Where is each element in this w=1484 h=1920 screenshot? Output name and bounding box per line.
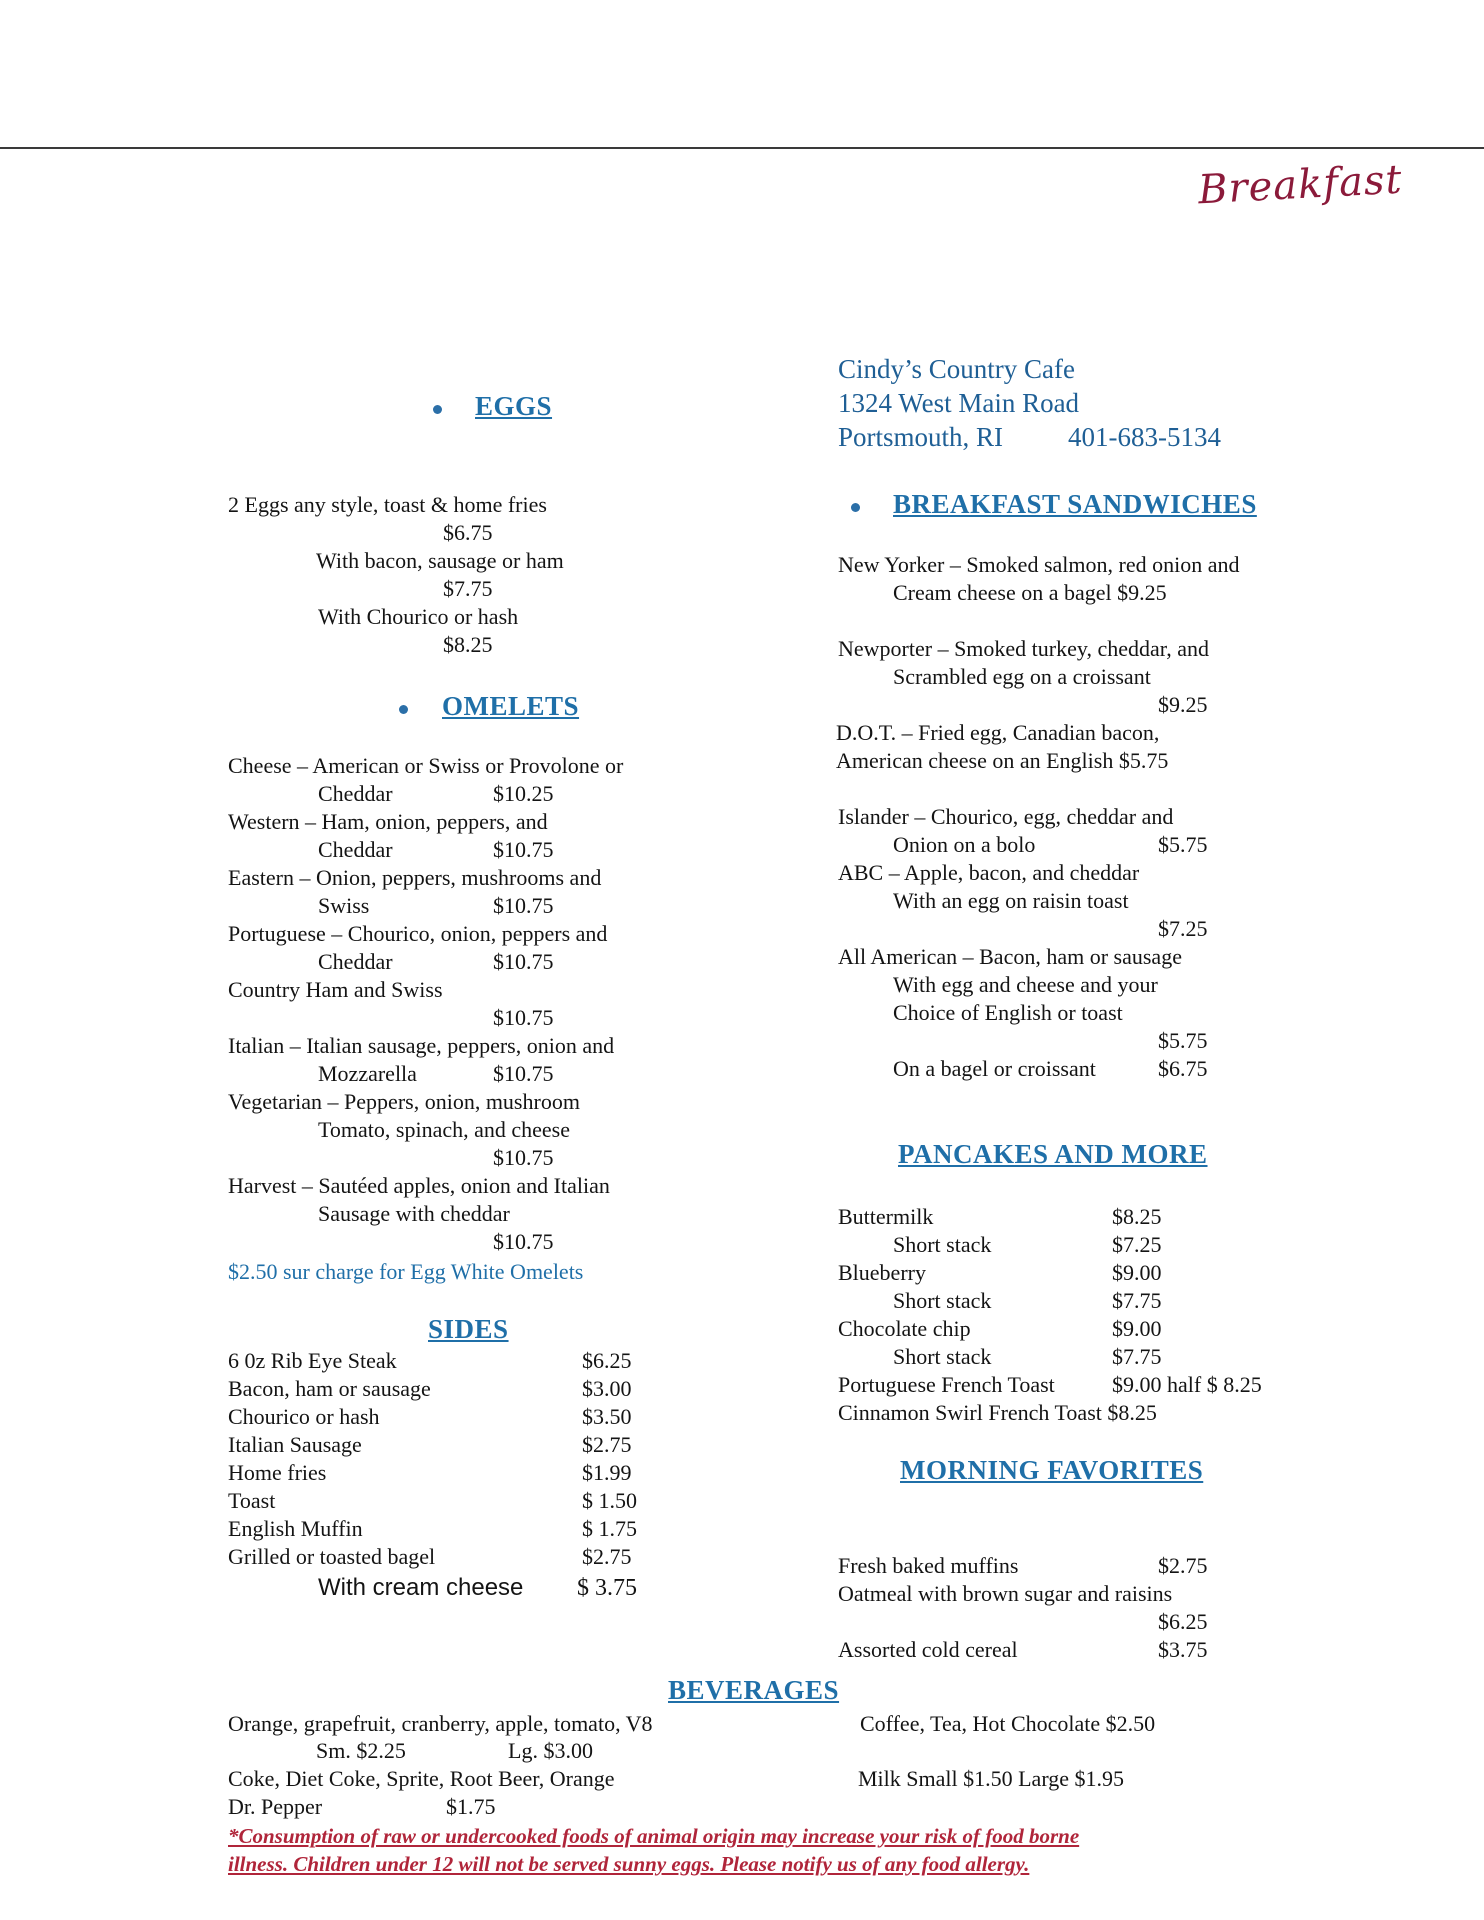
omelet-price: $10.75	[493, 1229, 554, 1254]
side-item-name: With cream cheese	[318, 1574, 524, 1601]
side-item-price: $ 1.75	[582, 1516, 637, 1541]
pancake-item-price: $8.25	[1112, 1204, 1162, 1229]
beverage-line: Dr. Pepper	[228, 1794, 323, 1819]
sandwich-price: $5.75	[1158, 1028, 1208, 1053]
omelet-line: Eastern – Onion, peppers, mushrooms and	[228, 865, 602, 890]
eggs-line: With Chourico or hash	[318, 604, 519, 629]
omelet-line: Country Ham and Swiss	[228, 977, 443, 1002]
side-item-price: $3.50	[582, 1404, 632, 1429]
side-item-name: 6 0z Rib Eye Steak	[228, 1348, 397, 1373]
egg-white-surcharge-note: $2.50 sur charge for Egg White Omelets	[228, 1259, 584, 1284]
omelet-line: Cheese – American or Swiss or Provolone or	[228, 753, 624, 778]
sandwich-line: With an egg on raisin toast	[893, 888, 1129, 913]
pancake-item-price: $7.25	[1112, 1232, 1162, 1257]
beverage-size-price: Sm. $2.25	[316, 1738, 406, 1763]
pancake-item-price: $7.75	[1112, 1344, 1162, 1369]
eggs-price: $8.25	[443, 632, 493, 657]
cafe-name: Cindy’s Country Cafe	[838, 354, 1075, 384]
omelet-line: Sausage with cheddar	[318, 1201, 510, 1226]
morning-item-name: Fresh baked muffins	[838, 1553, 1019, 1578]
side-item-price: $2.75	[582, 1544, 632, 1569]
omelet-line: Swiss	[318, 893, 370, 918]
cinnamon-french-toast: Cinnamon Swirl French Toast $8.25	[838, 1400, 1157, 1425]
omelet-price: $10.75	[493, 893, 554, 918]
omelet-price: $10.75	[493, 1005, 554, 1030]
sandwich-price: $5.75	[1158, 832, 1208, 857]
sandwich-line: American cheese on an English $5.75	[836, 748, 1169, 773]
omelet-line: Italian – Italian sausage, peppers, onion and	[228, 1033, 615, 1058]
pancake-item-name: Short stack	[893, 1288, 992, 1313]
sandwich-line: ABC – Apple, bacon, and cheddar	[838, 860, 1140, 885]
side-item-price: $1.99	[582, 1460, 632, 1485]
pancake-item-name: Buttermilk	[838, 1204, 934, 1229]
food-safety-warning: *Consumption of raw or undercooked foods of animal origin may increase your risk of food borne	[228, 1824, 1080, 1848]
omelet-line: Cheddar	[318, 949, 393, 974]
sandwich-line: Cream cheese on a bagel $9.25	[893, 580, 1167, 605]
omelets-heading: OMELETS	[442, 691, 580, 721]
omelet-line: Tomato, spinach, and cheese	[318, 1117, 570, 1142]
food-safety-warning: illness. Children under 12 will not be served sunny eggs. Please notify us of any food allergy.	[228, 1852, 1030, 1876]
handwritten-breakfast-label: Breakfast	[1196, 156, 1404, 214]
bullet-icon	[433, 405, 442, 414]
pancake-item-name: Portuguese French Toast	[838, 1372, 1055, 1397]
sandwiches-heading: BREAKFAST SANDWICHES	[893, 489, 1257, 519]
eggs-price: $7.75	[443, 576, 493, 601]
beverage-line: Milk Small $1.50 Large $1.95	[858, 1766, 1125, 1791]
sandwich-line: Choice of English or toast	[893, 1000, 1123, 1025]
eggs-line: With bacon, sausage or ham	[316, 548, 564, 573]
side-item-name: Grilled or toasted bagel	[228, 1544, 436, 1569]
beverage-price: $1.75	[446, 1794, 496, 1819]
bullet-icon	[399, 705, 408, 714]
pancake-item-name: Blueberry	[838, 1260, 926, 1285]
sandwich-price: $7.25	[1158, 916, 1208, 941]
sandwich-line: Scrambled egg on a croissant	[893, 664, 1151, 689]
side-item-name: Home fries	[228, 1460, 327, 1485]
cafe-phone: 401-683-5134	[1068, 422, 1221, 452]
pancake-item-price: $9.00	[1112, 1316, 1162, 1341]
sides-heading: SIDES	[428, 1314, 509, 1344]
eggs-price: $6.75	[443, 520, 493, 545]
bullet-icon	[851, 503, 860, 512]
omelet-line: Vegetarian – Peppers, onion, mushroom	[228, 1089, 580, 1114]
sandwich-line: Islander – Chourico, egg, cheddar and	[838, 804, 1174, 829]
side-item-price: $2.75	[582, 1432, 632, 1457]
eggs-line: 2 Eggs any style, toast & home fries	[228, 492, 547, 517]
sandwich-line: All American – Bacon, ham or sausage	[838, 944, 1182, 969]
morning-item-price: $2.75	[1158, 1553, 1208, 1578]
beverage-line: Coffee, Tea, Hot Chocolate $2.50	[860, 1711, 1156, 1736]
sandwich-line: Onion on a bolo	[893, 832, 1036, 857]
pancakes-heading: PANCAKES AND MORE	[898, 1139, 1208, 1169]
omelet-line: Harvest – Sautéed apples, onion and Italian	[228, 1173, 610, 1198]
morning-item-name: Oatmeal with brown sugar and raisins	[838, 1581, 1173, 1606]
cafe-street: 1324 West Main Road	[838, 388, 1080, 418]
sandwich-line: With egg and cheese and your	[893, 972, 1158, 997]
omelet-line: Cheddar	[318, 781, 393, 806]
omelet-price: $10.25	[493, 781, 554, 806]
side-item-price: $6.25	[582, 1348, 632, 1373]
morning-item-price: $6.25	[1158, 1609, 1208, 1634]
sandwich-line: New Yorker – Smoked salmon, red onion and	[838, 552, 1240, 577]
side-item-name: Bacon, ham or sausage	[228, 1376, 431, 1401]
pancake-item-price: $9.00	[1112, 1260, 1162, 1285]
omelet-line: Cheddar	[318, 837, 393, 862]
eggs-heading: EGGS	[475, 391, 553, 421]
morning-item-name: Assorted cold cereal	[838, 1637, 1018, 1662]
pancake-item-price: $9.00 half $ 8.25	[1112, 1372, 1262, 1397]
morning-item-price: $3.75	[1158, 1637, 1208, 1662]
sandwich-price: $9.25	[1158, 692, 1208, 717]
omelet-line: Portuguese – Chourico, onion, peppers and	[228, 921, 608, 946]
beverage-line: Coke, Diet Coke, Sprite, Root Beer, Orange	[228, 1766, 615, 1791]
omelet-line: Western – Ham, onion, peppers, and	[228, 809, 548, 834]
pancake-item-name: Short stack	[893, 1232, 992, 1257]
sandwich-line: D.O.T. – Fried egg, Canadian bacon,	[836, 720, 1160, 745]
pancake-item-name: Chocolate chip	[838, 1316, 971, 1341]
side-item-name: Chourico or hash	[228, 1404, 380, 1429]
morning-favorites-heading: MORNING FAVORITES	[900, 1455, 1204, 1485]
cafe-city: Portsmouth, RI	[838, 422, 1004, 452]
side-item-price: $ 3.75	[577, 1575, 637, 1601]
sandwich-line: On a bagel or croissant	[893, 1056, 1096, 1081]
side-item-name: English Muffin	[228, 1516, 363, 1541]
sandwich-line: Newporter – Smoked turkey, cheddar, and	[838, 636, 1209, 661]
omelet-price: $10.75	[493, 1145, 554, 1170]
side-item-name: Toast	[228, 1488, 276, 1513]
omelet-price: $10.75	[493, 837, 554, 862]
top-divider-line	[0, 147, 1484, 149]
side-item-price: $3.00	[582, 1376, 632, 1401]
pancake-item-price: $7.75	[1112, 1288, 1162, 1313]
side-item-name: Italian Sausage	[228, 1432, 362, 1457]
omelet-price: $10.75	[493, 1061, 554, 1086]
omelet-line: Mozzarella	[318, 1061, 417, 1086]
sandwich-price: $6.75	[1158, 1056, 1208, 1081]
pancake-item-name: Short stack	[893, 1344, 992, 1369]
beverage-size-price: Lg. $3.00	[508, 1738, 593, 1763]
side-item-price: $ 1.50	[582, 1488, 637, 1513]
beverages-heading: BEVERAGES	[668, 1675, 840, 1705]
omelet-price: $10.75	[493, 949, 554, 974]
beverage-line: Orange, grapefruit, cranberry, apple, tomato, V8	[228, 1711, 653, 1736]
